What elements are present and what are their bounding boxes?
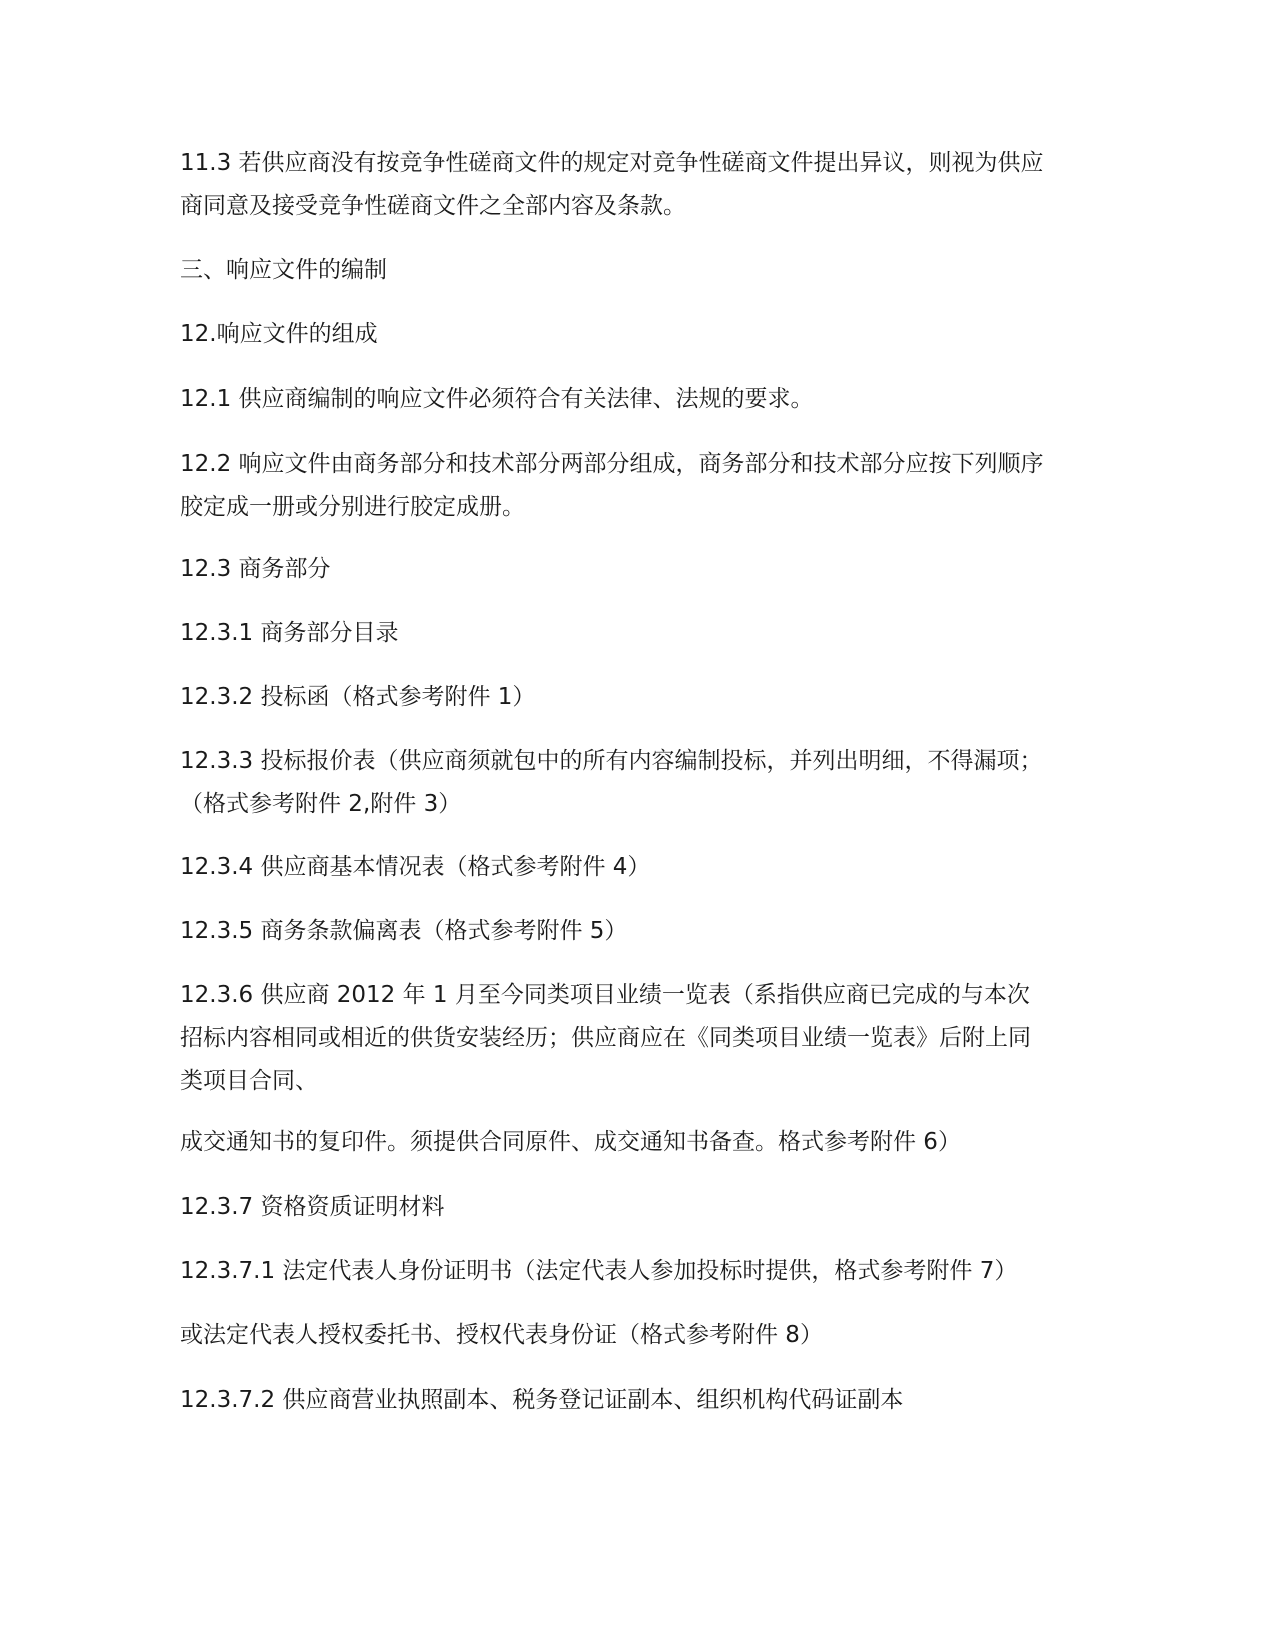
paragraph-12-3-5: 12.3.5 商务条款偏离表（格式参考附件 5） <box>180 918 628 944</box>
section-heading-3: 三、响应文件的编制 <box>180 257 387 283</box>
paragraph-11-3: 11.3 若供应商没有按竞争性磋商文件的规定对竞争性磋商文件提出异议，则视为供应商同意及接受竞争性磋商文件之全部内容及条款。 <box>180 150 1044 219</box>
paragraph-12-3-6: 12.3.6 供应商 2012 年 1 月至今同类项目业绩一览表（系指供应商已完成的与本次招标内容相同或相近的供货安装经历；供应商应在《同类项目业绩一览表》后附上同类项目合同、 <box>180 982 1031 1094</box>
heading-12: 12.响应文件的组成 <box>180 321 378 347</box>
paragraph-12-3-2: 12.3.2 投标函（格式参考附件 1） <box>180 684 536 710</box>
paragraph-12-1: 12.1 供应商编制的响应文件必须符合有关法律、法规的要求。 <box>180 386 814 412</box>
paragraph-12-3-1: 12.3.1 商务部分目录 <box>180 620 399 646</box>
paragraph-12-3: 12.3 商务部分 <box>180 556 331 582</box>
paragraph-12-3-7-1: 12.3.7.1 法定代表人身份证明书（法定代表人参加投标时提供，格式参考附件 7） <box>180 1258 1018 1284</box>
paragraph-12-2: 12.2 响应文件由商务部分和技术部分两部分组成，商务部分和技术部分应按下列顺序胶定成一册或分别进行胶定成册。 <box>180 451 1044 520</box>
paragraph-12-3-6-continued: 成交通知书的复印件。须提供合同原件、成交通知书备查。格式参考附件 6） <box>180 1129 961 1155</box>
paragraph-12-3-4: 12.3.4 供应商基本情况表（格式参考附件 4） <box>180 854 651 880</box>
paragraph-12-3-7: 12.3.7 资格资质证明材料 <box>180 1194 445 1220</box>
paragraph-12-3-7-2: 12.3.7.2 供应商营业执照副本、税务登记证副本、组织机构代码证副本 <box>180 1387 904 1413</box>
paragraph-12-3-3: 12.3.3 投标报价表（供应商须就包中的所有内容编制投标，并列出明细，不得漏项；（格式参考附件 2,附件 3） <box>180 748 1043 817</box>
paragraph-12-3-7-1-alt: 或法定代表人授权委托书、授权代表身份证（格式参考附件 8） <box>180 1322 823 1348</box>
